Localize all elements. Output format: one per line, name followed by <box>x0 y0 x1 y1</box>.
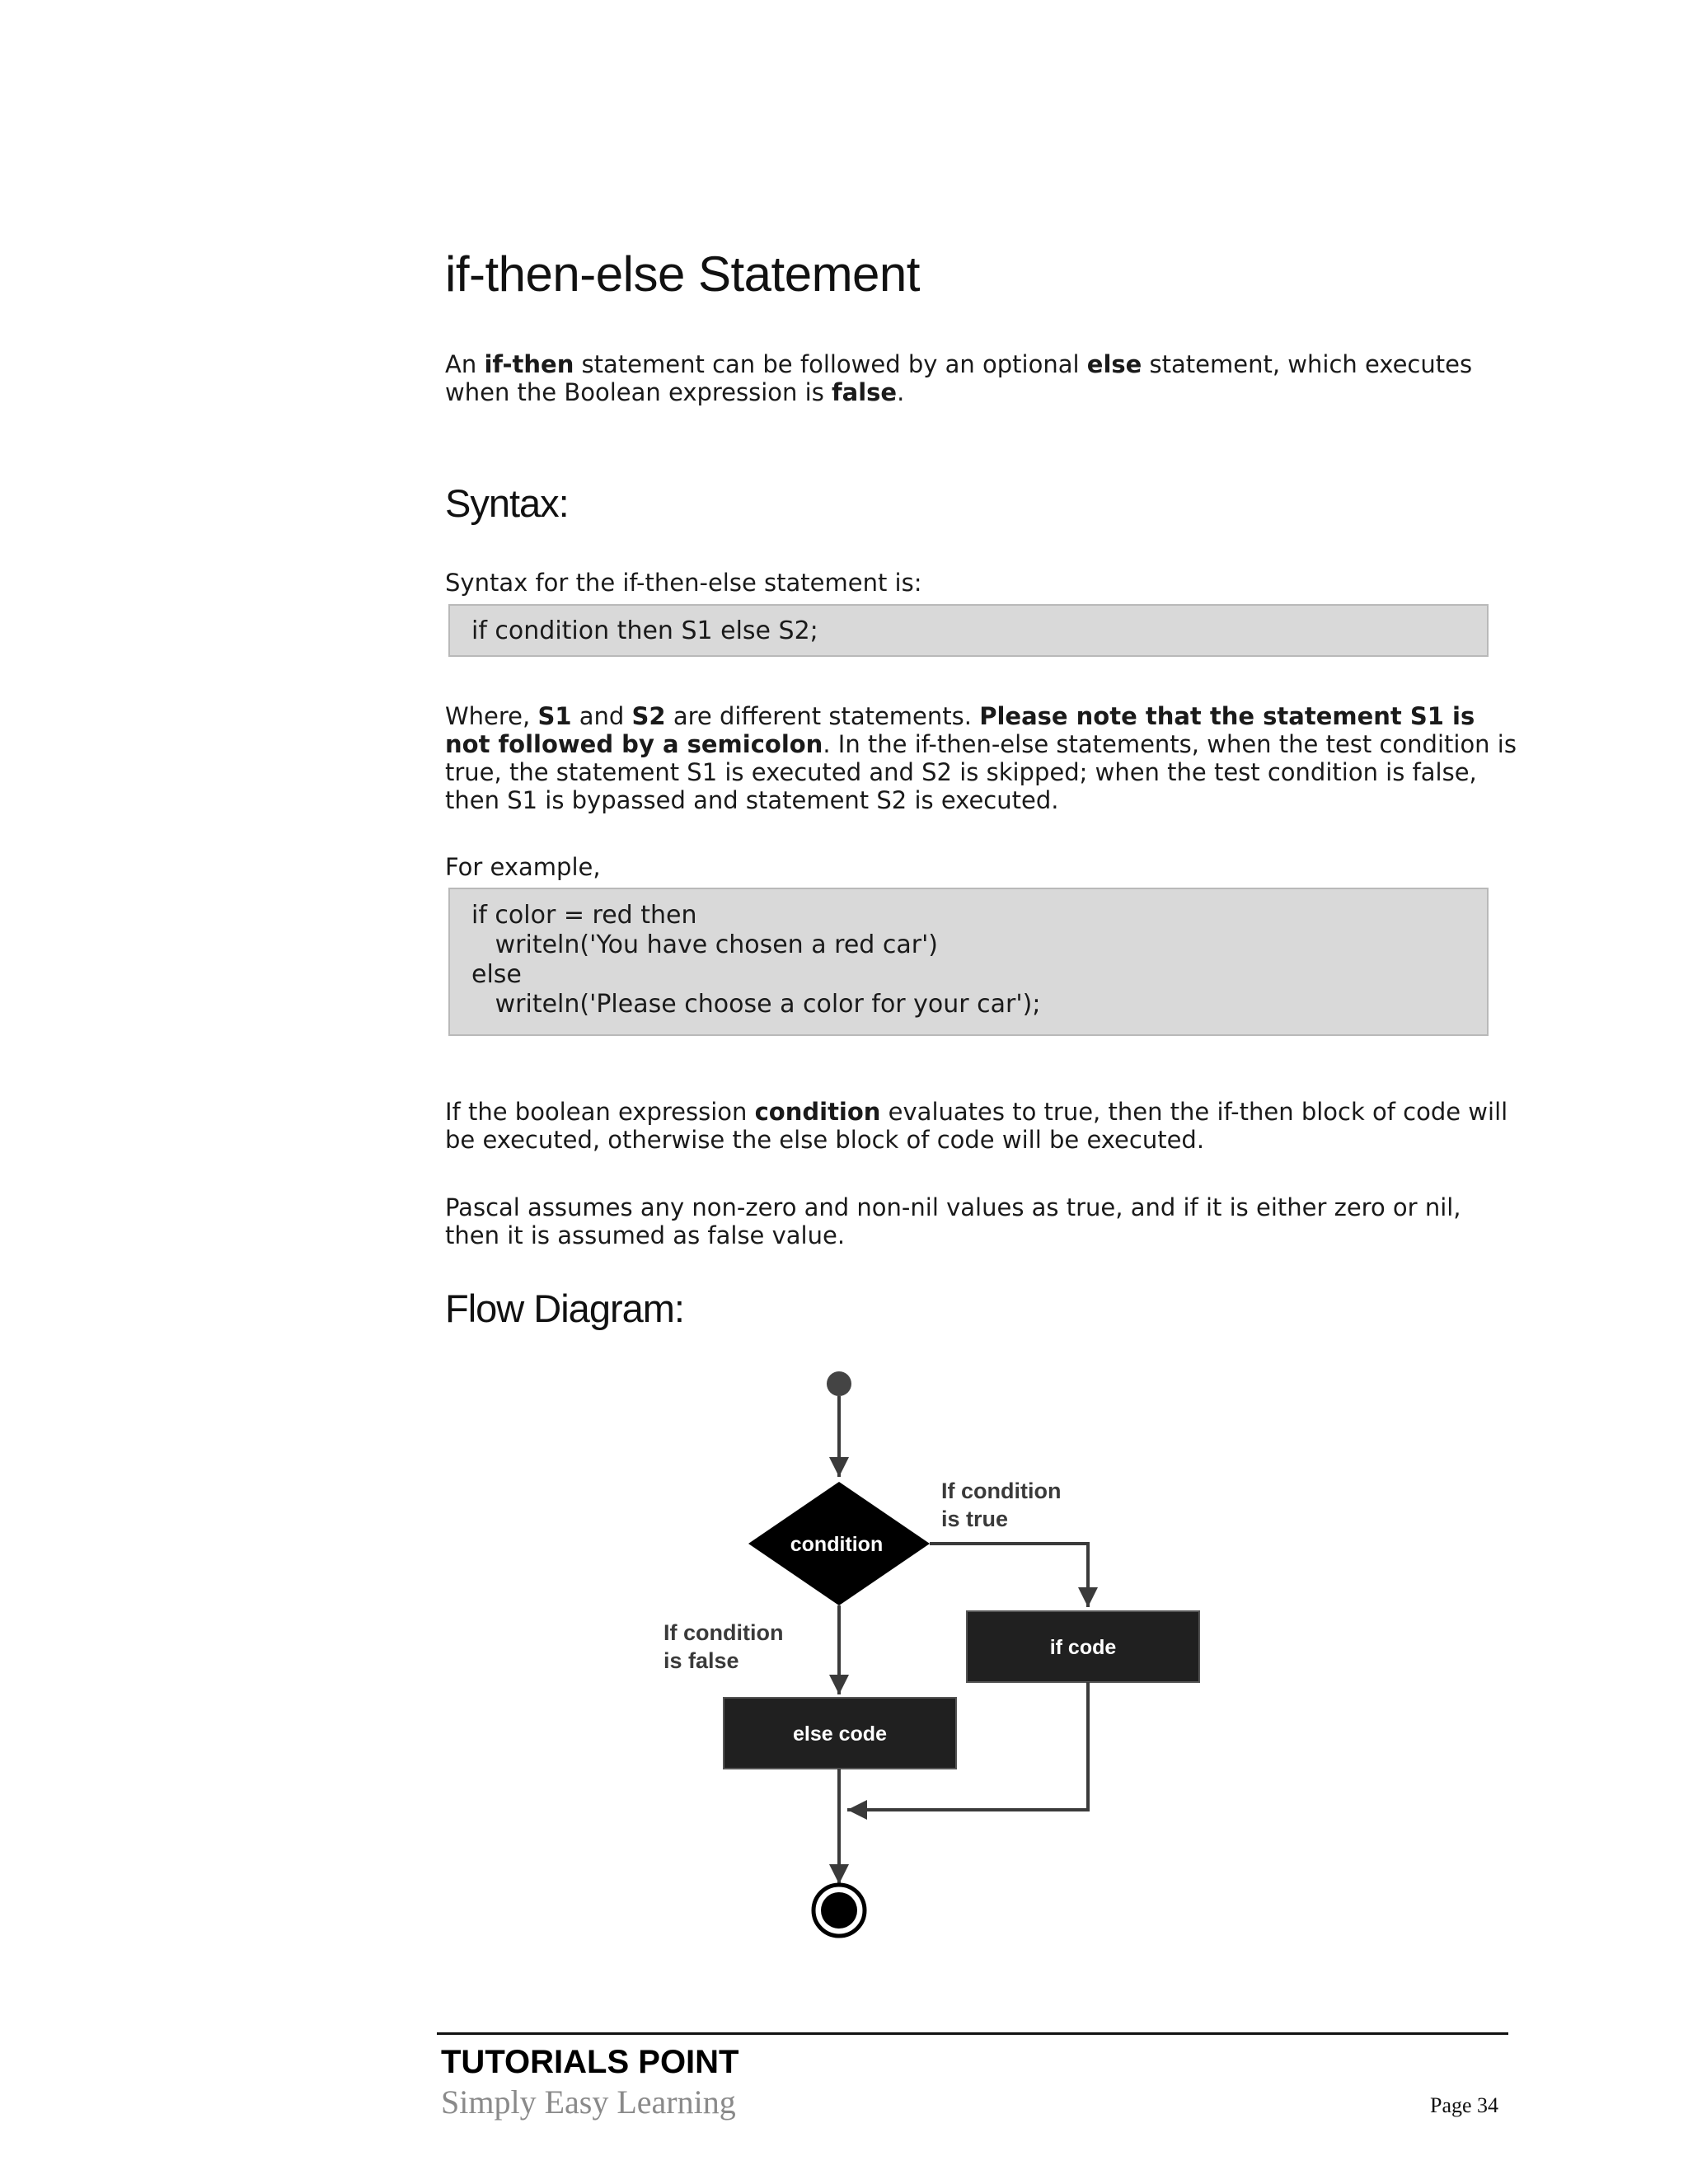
false-branch-label-1: If condition <box>663 1620 784 1645</box>
intro-text-4: . <box>897 378 905 406</box>
syntax-lead: Syntax for the if-then-else statement is: <box>445 569 922 597</box>
flow-diagram-heading: Flow Diagram: <box>445 1286 684 1330</box>
where-bold-s2: S2 <box>631 702 666 730</box>
pascal-note-paragraph: Pascal assumes any non-zero and non-nil values as true, and if it is either zero or nil, then it is assumed as false value. <box>445 1193 1461 1249</box>
if-code-label: if code <box>1049 1636 1117 1659</box>
flow-diagram <box>659 1360 1236 1953</box>
intro-bold-if-then: if-then <box>484 350 574 378</box>
syntax-code-box <box>448 604 1489 657</box>
syntax-code-line: if condition then S1 else S2; <box>471 616 818 645</box>
example-code-line-2: writeln('You have chosen a red car') <box>471 930 939 959</box>
else-code-label: else code <box>793 1722 887 1746</box>
intro-text-1: An <box>445 350 485 378</box>
end-node-inner <box>821 1892 857 1929</box>
intro-paragraph <box>445 350 1517 406</box>
start-node <box>827 1371 851 1396</box>
true-branch-label-2: is true <box>941 1507 1009 1531</box>
footer-brand: TUTORIALS POINT <box>441 2044 739 2080</box>
explain-text-2: evaluates to true, then the if-then block of code will be executed, otherwise the else block of code will be executed. <box>445 1098 1508 1154</box>
where-text-3: are different statements. <box>665 702 980 730</box>
syntax-heading: Syntax: <box>445 481 569 525</box>
condition-label: condition <box>790 1533 884 1556</box>
example-code-line-3: else <box>471 960 522 989</box>
explain-paragraph <box>445 1098 1517 1154</box>
explain-bold-condition: condition <box>754 1098 881 1126</box>
where-bold-s1: S1 <box>537 702 572 730</box>
page-title: if-then-else Statement <box>445 246 920 302</box>
example-code-line-1: if color = red then <box>471 901 697 930</box>
example-code-line-4: writeln('Please choose a color for your car'); <box>471 990 1041 1019</box>
intro-text-3: statement, which executes when the Boolean expression is <box>445 350 1473 406</box>
where-text-4: . In the if-then-else statements, when the test condition is true, the statement S1 is executed and S2 is skipped; when the test condition is false, then S1 is bypassed and statement S2 is executed. <box>445 730 1517 814</box>
true-branch-label-1: If condition <box>941 1479 1062 1503</box>
false-branch-label-2: is false <box>663 1648 739 1673</box>
intro-text-2: statement can be followed by an optional <box>574 350 1087 378</box>
arrow-condition-to-if-code <box>930 1544 1088 1607</box>
footer-divider <box>437 2032 1508 2035</box>
where-bold-note: Please note that the statement S1 is not followed by a semicolon <box>445 702 1475 758</box>
example-code-box <box>448 888 1489 1036</box>
where-text-1: Where, <box>445 702 538 730</box>
where-text-2: and <box>571 702 632 730</box>
intro-bold-false: false <box>832 378 898 406</box>
example-lead: For example, <box>445 853 601 881</box>
explain-text-1: If the boolean expression <box>445 1098 755 1126</box>
footer-tagline: Simply Easy Learning <box>441 2083 736 2121</box>
intro-bold-else: else <box>1086 350 1142 378</box>
page-number: Page 34 <box>1430 2093 1499 2117</box>
where-paragraph <box>445 702 1517 814</box>
